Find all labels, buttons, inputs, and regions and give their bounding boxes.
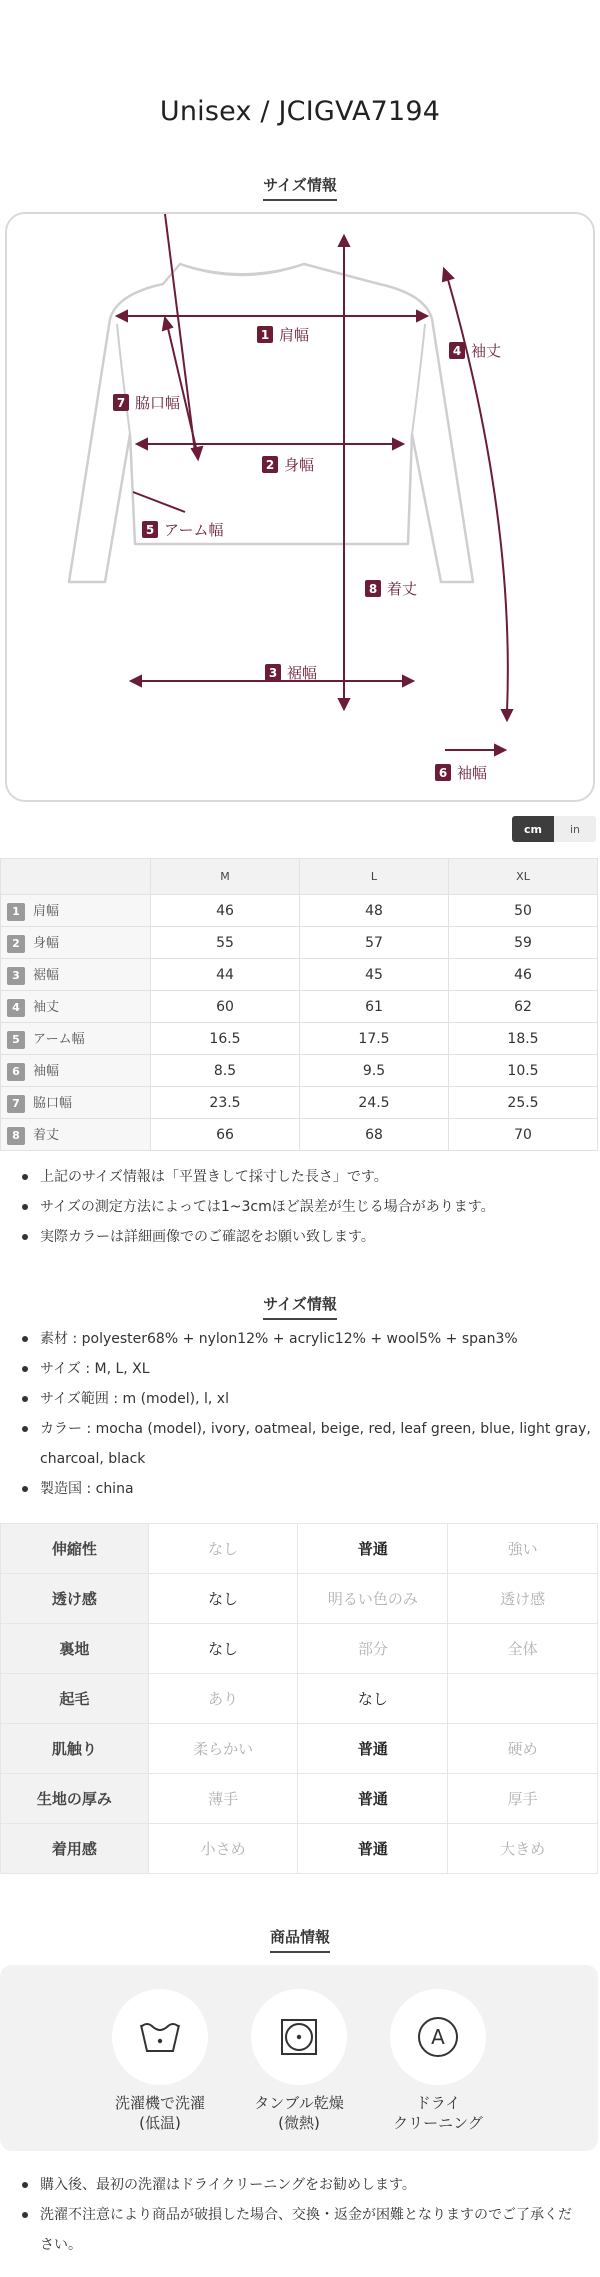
table-row [1,1574,598,1624]
table-row [1,1624,598,1674]
attribute-option [448,1674,598,1724]
attribute-option: 薄手 [148,1774,298,1824]
attribute-option: 普通 [298,1824,448,1874]
row-label-text: 着丈 [33,1128,60,1144]
cell-value: 45 [300,959,449,991]
cell-value: 46 [151,895,300,927]
row-label-text: 袖幅 [33,1064,60,1080]
list-item: サイズ : M, L, XL [22,1354,594,1384]
care-item-dry-clean [368,1989,508,2133]
badge-8: 8 [365,580,381,597]
dry-clean-symbol: A [431,2025,445,2049]
cell-value: 24.5 [300,1087,449,1119]
table-row [1,991,598,1023]
size-table-corner [1,859,151,895]
list-item: 実際カラーは詳細画像でのご確認をお願い致します。 [22,1222,592,1252]
label-chest-text: 身幅 [284,456,315,474]
diagram-label-cuff-width [435,762,487,783]
row-label [1,895,151,927]
table-row [1,895,598,927]
table-row [1,959,598,991]
size-section-heading [0,174,600,201]
cell-value: 8.5 [151,1055,300,1087]
label-cuff-width-text: 袖幅 [457,764,488,782]
diagram-label-armhole [113,392,180,413]
attribute-option: 強い [448,1524,598,1574]
table-row [1,1724,598,1774]
row-badge: 5 [7,1031,25,1049]
product-section-title: 商品情報 [270,1926,330,1953]
cell-value: 62 [449,991,598,1023]
row-badge: 6 [7,1063,25,1081]
size-header-m: M [151,859,300,895]
row-label [1,1055,151,1087]
cell-value: 46 [449,959,598,991]
row-label-text: 肩幅 [33,904,60,920]
table-row [1,1119,598,1151]
list-item: サイズ範囲 : m (model), l, xl [22,1384,594,1414]
row-label-text: 脇口幅 [33,1096,73,1112]
cell-value: 48 [300,895,449,927]
care-label-line: 洗濯機で洗濯 [114,2094,205,2112]
cell-value: 16.5 [151,1023,300,1055]
unit-cm-button[interactable]: cm [512,816,554,842]
tumble-dry-icon [251,1989,347,2085]
care-item-wash [90,1989,230,2133]
list-item: 購入後、最初の洗濯はドライクリーニングをお勧めします。 [22,2170,582,2200]
care-label-line: (微熱) [278,2114,320,2132]
attribute-option: 明るい色のみ [298,1574,448,1624]
cell-value: 57 [300,927,449,959]
size-section-title: サイズ情報 [263,174,337,201]
cell-value: 60 [151,991,300,1023]
list-item: 洗濯不注意により商品が破損した場合、交換・返金が困難となりますのでご了承ください。 [22,2200,582,2260]
label-total-length-text: 着丈 [387,580,418,598]
row-label [1,959,151,991]
attribute-option: 普通 [298,1774,448,1824]
row-badge: 7 [7,1095,25,1113]
diagram-label-shoulder [257,324,309,345]
sweater-outline-illustration [7,214,597,804]
row-label [1,991,151,1023]
attribute-option: 大きめ [448,1824,598,1874]
row-label [1,1119,151,1151]
list-item: 上記のサイズ情報は「平置きして採寸した長さ」です。 [22,1162,592,1192]
badge-3: 3 [265,664,281,681]
attribute-name: 着用感 [1,1824,149,1874]
size-table-header-row [1,859,598,895]
cell-value: 68 [300,1119,449,1151]
unit-toggle [512,816,596,842]
list-item: サイズの測定方法によっては1~3cmほど誤差が生じる場合があります。 [22,1192,592,1222]
spec-list [22,1324,594,1504]
spec-section-title: サイズ情報 [263,1293,337,1320]
row-badge: 3 [7,967,25,985]
attribute-option: 柔らかい [148,1724,298,1774]
label-sleeve-length-text: 袖丈 [471,342,502,360]
row-label [1,1023,151,1055]
care-label-line: (低温) [139,2114,181,2132]
table-row [1,927,598,959]
diagram-label-total-length [365,578,417,599]
unit-in-button[interactable]: in [554,816,596,842]
row-label [1,1087,151,1119]
badge-4: 4 [449,342,465,359]
table-row [1,1023,598,1055]
cell-value: 55 [151,927,300,959]
attribute-name: 裏地 [1,1624,149,1674]
cell-value: 23.5 [151,1087,300,1119]
badge-1: 1 [257,326,273,343]
badge-6: 6 [435,764,451,781]
dry-clean-icon [390,1989,486,2085]
row-label-text: アーム幅 [33,1032,85,1048]
attribute-name: 伸縮性 [1,1524,149,1574]
care-notes-list [22,2170,582,2260]
cell-value: 18.5 [449,1023,598,1055]
label-arm-width-text: アーム幅 [164,521,224,539]
label-hem-text: 裾幅 [287,664,318,682]
row-label-text: 袖丈 [33,1000,60,1016]
attribute-name: 起毛 [1,1674,149,1724]
cell-value: 61 [300,991,449,1023]
product-section-heading [0,1926,600,1953]
cell-value: 66 [151,1119,300,1151]
cell-value: 25.5 [449,1087,598,1119]
attribute-name: 肌触り [1,1724,149,1774]
size-diagram [5,212,595,802]
badge-5: 5 [142,521,158,538]
attribute-option: なし [148,1574,298,1624]
label-armhole-text: 脇口幅 [135,394,181,412]
row-label-text: 裾幅 [33,968,60,984]
diagram-label-arm-width [142,519,224,540]
table-row [1,1055,598,1087]
care-label-line: クリーニング [393,2114,483,2132]
attribute-option: あり [148,1674,298,1724]
cell-value: 70 [449,1119,598,1151]
row-label-text: 身幅 [33,936,60,952]
product-title: Unisex / JCIGVA7194 [159,96,441,127]
badge-7: 7 [113,394,129,411]
cell-value: 59 [449,927,598,959]
attribute-option: 厚手 [448,1774,598,1824]
table-row [1,1524,598,1574]
attribute-name: 透け感 [1,1574,149,1624]
label-shoulder-text: 肩幅 [279,326,310,344]
attribute-option: 小さめ [148,1824,298,1874]
table-row [1,1674,598,1724]
care-label-line: ドライ [415,2094,461,2112]
attribute-name: 生地の厚み [1,1774,149,1824]
list-item: カラー : mocha (model), ivory, oatmeal, beige, red, leaf green, blue, light gray, charcoal, black [22,1414,594,1474]
care-instructions-panel [0,1965,598,2151]
care-label-line: タンブル乾燥 [254,2094,344,2112]
table-row [1,1774,598,1824]
cell-value: 50 [449,895,598,927]
row-badge: 4 [7,999,25,1017]
cell-value: 10.5 [449,1055,598,1087]
diagram-label-sleeve-length [449,340,501,361]
diagram-label-hem [265,662,317,683]
size-header-l: L [300,859,449,895]
care-item-tumble-dry [229,1989,369,2133]
size-header-xl: XL [449,859,598,895]
attribute-option: 硬め [448,1724,598,1774]
table-row [1,1087,598,1119]
attribute-table [0,1523,598,1874]
cell-value: 44 [151,959,300,991]
cell-value: 17.5 [300,1023,449,1055]
badge-2: 2 [262,456,278,473]
attribute-option: なし [148,1624,298,1674]
list-item: 素材 : polyester68% + nylon12% + acrylic12% + wool5% + span3% [22,1324,594,1354]
cell-value: 9.5 [300,1055,449,1087]
size-notes-list [22,1162,592,1252]
attribute-option: 全体 [448,1624,598,1674]
row-label [1,927,151,959]
attribute-option: 普通 [298,1524,448,1574]
attribute-option: なし [298,1674,448,1724]
row-badge: 2 [7,935,25,953]
attribute-option: 普通 [298,1724,448,1774]
spec-section-heading [0,1293,600,1320]
size-table [0,858,598,1151]
attribute-option: なし [148,1524,298,1574]
row-badge: 1 [7,903,25,921]
attribute-option: 透け感 [448,1574,598,1624]
row-badge: 8 [7,1127,25,1145]
attribute-option: 部分 [298,1624,448,1674]
wash-tub-icon [112,1989,208,2085]
diagram-label-chest [262,454,314,475]
table-row [1,1824,598,1874]
list-item: 製造国 : china [22,1474,594,1504]
